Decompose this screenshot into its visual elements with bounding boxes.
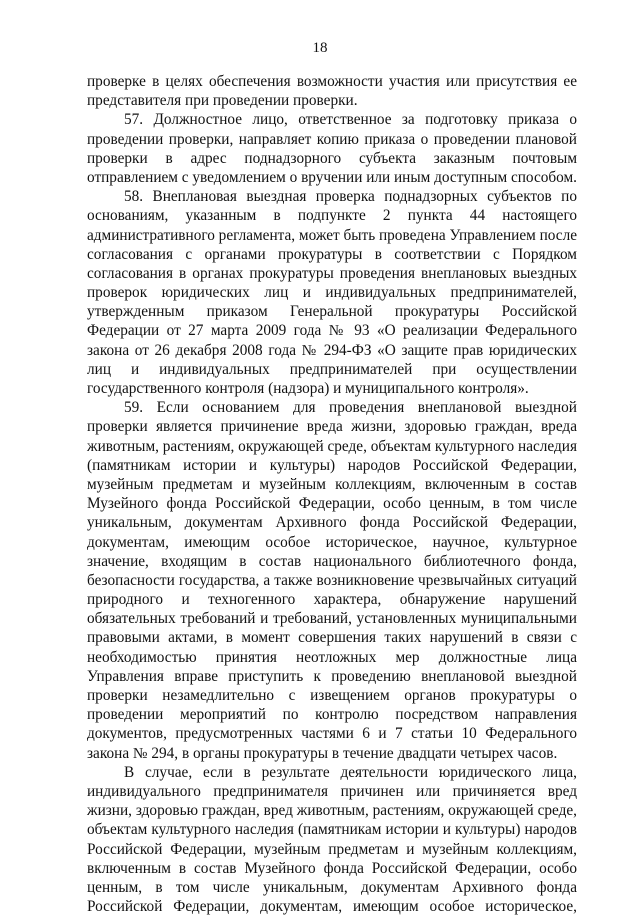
text-line: согласования в органах прокуратуры проведения внеплановых выездных <box>87 264 577 282</box>
text-line: отправлением с уведомлением о вручении или иным доступным способом. <box>87 168 577 186</box>
text-line: лиц и индивидуальных предпринимателей при осуществлении <box>87 360 577 378</box>
text-line: проверке в целях обеспечения возможности участия или присутствия ее <box>87 73 577 90</box>
text-line: 59. Если основанием для проведения внеплановой выездной <box>124 399 577 417</box>
text-line: основаниям, указанным в подпункте 2 пункта 44 настоящего <box>87 207 577 225</box>
text-line: жизни, здоровью граждан, вред животным, растениям, окружающей среде, <box>87 802 577 820</box>
text-line: В случае, если в результате деятельности юридического лица, <box>124 763 577 781</box>
page-body-text <box>87 72 577 916</box>
text-line: проверки в адрес поднадзорного субъекта заказным почтовым <box>87 149 577 167</box>
text-line: Федерации от 27 марта 2009 года № 93 «О реализации Федерального <box>87 322 577 340</box>
text-line: Управления вправе приступить к проведению внеплановой выездной <box>87 667 577 685</box>
text-line: животным, растениям, окружающей среде, объектам культурного наследия <box>87 437 577 455</box>
text-line: закона от 26 декабря 2008 года № 294-ФЗ «О защите прав юридических <box>87 341 577 359</box>
text-line: обязательных требований и требований, установленных муниципальными <box>87 610 577 628</box>
text-line: проведении проверки, направляет копию приказа о проведении плановой <box>87 130 577 148</box>
text-line: (памятникам истории и культуры) народов Российской Федерации, <box>87 456 577 474</box>
text-line: документов, предусмотренных частями 6 и 7 статьи 10 Федерального <box>87 725 577 743</box>
text-line: представителя при проведении проверки. <box>87 92 358 110</box>
text-line: правовыми актами, в момент совершения таких нарушений в связи с <box>87 629 577 647</box>
text-line: необходимостью принятия неотложных мер должностные лица <box>87 648 577 666</box>
text-line: 57. Должностное лицо, ответственное за подготовку приказа о <box>124 111 577 129</box>
text-line: ценным, в том числе уникальным, документам Архивного фонда <box>87 878 577 896</box>
page-number: 18 <box>312 40 328 56</box>
text-line: уникальным, документам Архивного фонда Российской Федерации, <box>87 514 577 532</box>
text-line: природного и техногенного характера, обнаружение нарушений <box>87 591 577 609</box>
text-line: включенным в состав Музейного фонда Российской Федерации, особо <box>87 859 577 877</box>
text-line: Российской Федерации, музейным предметам и музейным коллекциям, <box>87 840 577 858</box>
text-line: музейным предметам и музейным коллекциям, включенным в состав <box>87 475 577 493</box>
text-line: проведении мероприятий по контролю посредством направления <box>87 706 577 724</box>
text-line: объектам культурного наследия (памятникам истории и культуры) народов <box>87 821 577 839</box>
text-line: административного регламента, может быть проведена Управлением после <box>87 226 578 244</box>
text-line: Российской Федерации, документам, имеющим особое историческое, <box>87 898 577 916</box>
text-line: документам, имеющим особое историческое, научное, культурное <box>87 533 577 551</box>
text-line: согласования с органами прокуратуры в соответствии с Порядком <box>87 245 577 263</box>
text-line: государственного контроля (надзора) и муниципального контроля». <box>87 380 529 397</box>
text-line: закона № 294, в органы прокуратуры в течение двадцати четырех часов. <box>87 744 558 762</box>
text-line: индивидуального предпринимателя причинен или причиняется вред <box>87 782 577 800</box>
text-line: Музейного фонда Российской Федерации, особо ценным, в том числе <box>87 495 577 513</box>
text-line: проверок юридических лиц и индивидуальных предпринимателей, <box>87 284 577 302</box>
text-line: значение, входящим в состав национального библиотечного фонда, <box>87 552 577 570</box>
text-line: проверки незамедлительно с извещением органов прокуратуры о <box>87 687 577 704</box>
text-line: 58. Внеплановая выездная проверка поднадзорных субъектов по <box>124 188 577 206</box>
text-line: безопасности государства, а также возникновение чрезвычайных ситуаций <box>87 571 577 589</box>
text-line: проверки является причинение вреда жизни, здоровью граждан, вреда <box>87 418 577 436</box>
text-line: утвержденным приказом Генеральной прокуратуры Российской <box>87 303 577 321</box>
